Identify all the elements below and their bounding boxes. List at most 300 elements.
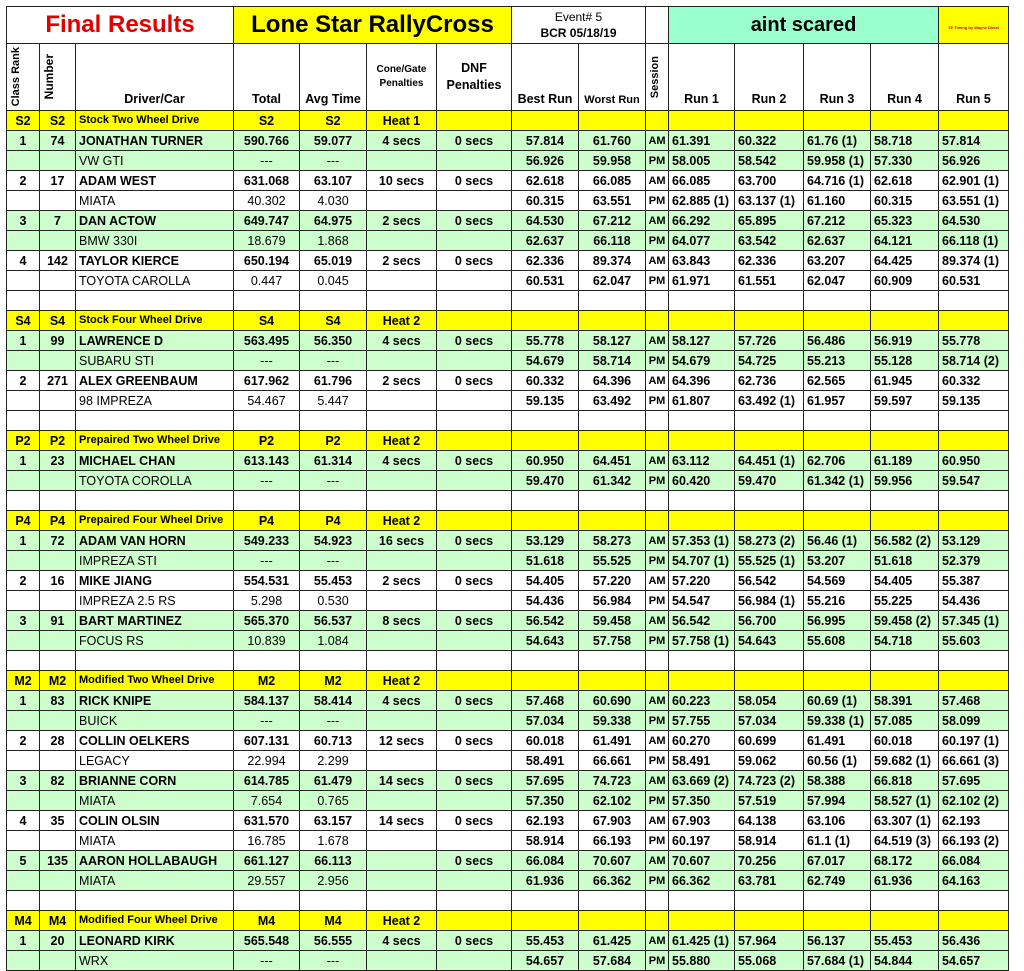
gap-total: 5.298 [234,591,300,611]
class-rank: 2 [7,731,40,751]
driver-name: LAWRENCE D [76,331,234,351]
car-name: MIATA [76,791,234,811]
run-4: 56.582 (2) [871,531,939,551]
gap-total: 29.557 [234,871,300,891]
blank-cell [804,911,871,931]
class-rank: 1 [7,331,40,351]
blank-cell [40,291,76,311]
blank-cell [646,431,669,451]
blank-cell [871,651,939,671]
gap-avg: --- [300,151,367,171]
gap-total: 22.994 [234,751,300,771]
class-rank: 4 [7,811,40,831]
col-run1: Run 1 [669,44,735,111]
blank-cell [871,111,939,131]
blank-cell [40,491,76,511]
worst-run: 63.492 [579,391,646,411]
worst-run: 59.958 [579,151,646,171]
best-run: 59.470 [512,471,579,491]
blank-cell [735,651,804,671]
best-run: 57.468 [512,691,579,711]
car-number: 23 [40,451,76,471]
run-5: 63.551 (1) [939,191,1009,211]
run-2: 70.256 [735,851,804,871]
blank-cell [735,891,804,911]
blank-cell [804,311,871,331]
best-run: 62.637 [512,231,579,251]
run-3: 63.106 [804,811,871,831]
run-1: 61.807 [669,391,735,411]
run-5: 62.102 (2) [939,791,1009,811]
run-1: 57.758 (1) [669,631,735,651]
run-4: 68.172 [871,851,939,871]
blank-cell [646,111,669,131]
gap-total: 40.302 [234,191,300,211]
table-row [7,191,1009,211]
run-1: 66.085 [669,171,735,191]
run-2: 56.700 [735,611,804,631]
blank-cell [939,291,1009,311]
car-name: IMPREZA STI [76,551,234,571]
session-label: PM [646,551,669,571]
run-3: 55.213 [804,351,871,371]
run-4: 63.307 (1) [871,811,939,831]
blank-cell [437,191,512,211]
class-name: Stock Two Wheel Drive [76,111,234,131]
gap-avg: 4.030 [300,191,367,211]
run-3: 57.994 [804,791,871,811]
blank-cell [579,311,646,331]
best-run: 55.778 [512,331,579,351]
dnf-penalties: 0 secs [437,611,512,631]
blank-cell [367,891,437,911]
gap-total: 16.785 [234,831,300,851]
blank-cell [300,491,367,511]
cone-gate-penalties: 2 secs [367,251,437,271]
blank-cell [300,891,367,911]
table-row [7,631,1009,651]
driver-name: RICK KNIPE [76,691,234,711]
blank-cell [512,431,579,451]
dnf-penalties: 0 secs [437,571,512,591]
table-row [7,771,1009,791]
total-time: 614.785 [234,771,300,791]
blank-cell [579,491,646,511]
best-run: 58.491 [512,751,579,771]
blank-cell [646,491,669,511]
run-1: 70.607 [669,851,735,871]
run-1: 67.903 [669,811,735,831]
run-2: 55.525 (1) [735,551,804,571]
title-row [7,7,1009,44]
best-run: 56.542 [512,611,579,631]
table-row [7,131,1009,151]
blank-cell [40,791,76,811]
class-code: P2 [300,431,367,451]
blank-cell [804,111,871,131]
blank-cell [669,311,735,331]
worst-run: 59.458 [579,611,646,631]
car-number: 20 [40,931,76,951]
blank-cell [579,511,646,531]
table-row [7,271,1009,291]
blank-cell [234,651,300,671]
class-code: M2 [40,671,76,691]
blank-cell [646,411,669,431]
table-row [7,931,1009,951]
blank-cell [437,231,512,251]
blank-cell [437,951,512,971]
class-code: P4 [300,511,367,531]
session-label: PM [646,151,669,171]
run-3: 56.995 [804,611,871,631]
run-4: 60.909 [871,271,939,291]
class-rank: 3 [7,611,40,631]
blank-cell [300,291,367,311]
blank-cell [939,511,1009,531]
blank-cell [735,111,804,131]
col-run2: Run 2 [735,44,804,111]
class-name: Modified Two Wheel Drive [76,671,234,691]
best-run: 54.679 [512,351,579,371]
blank-cell [234,891,300,911]
best-run: 60.018 [512,731,579,751]
table-row [7,811,1009,831]
cone-gate-penalties [367,851,437,871]
table-row [7,531,1009,551]
run-5: 57.814 [939,131,1009,151]
blank-cell [646,7,669,44]
blank-cell [735,491,804,511]
col-run5: Run 5 [939,44,1009,111]
worst-run: 62.102 [579,791,646,811]
heat-label: Heat 2 [367,511,437,531]
run-2: 58.542 [735,151,804,171]
blank-cell [367,471,437,491]
table-row [7,451,1009,471]
blank-cell [40,591,76,611]
blank-cell [7,891,40,911]
run-5: 55.603 [939,631,1009,651]
col-class-rank: Class Rank [7,44,40,111]
blank-cell [669,491,735,511]
class-code: S2 [234,111,300,131]
class-header-row [7,311,1009,331]
blank-cell [437,631,512,651]
run-3: 56.486 [804,331,871,351]
run-5: 57.695 [939,771,1009,791]
blank-cell [646,291,669,311]
blank-cell [804,291,871,311]
car-name: TOYOTA COROLLA [76,471,234,491]
table-row [7,351,1009,371]
best-run: 51.618 [512,551,579,571]
avg-time: 58.414 [300,691,367,711]
run-4: 59.458 (2) [871,611,939,631]
run-2: 55.068 [735,951,804,971]
blank-cell [871,411,939,431]
run-3: 54.569 [804,571,871,591]
blank-cell [7,551,40,571]
run-1: 57.755 [669,711,735,731]
worst-run: 55.525 [579,551,646,571]
cone-gate-penalties: 14 secs [367,771,437,791]
run-2: 57.726 [735,331,804,351]
blank-cell [735,291,804,311]
total-time: 549.233 [234,531,300,551]
car-number: 99 [40,331,76,351]
run-3: 55.216 [804,591,871,611]
cone-gate-penalties: 2 secs [367,571,437,591]
col-cone-gate: Cone/Gate Penalties [367,44,437,111]
worst-run: 89.374 [579,251,646,271]
run-5: 59.135 [939,391,1009,411]
blank-cell [871,671,939,691]
event-number: Event# 5 [554,9,603,24]
blank-cell [40,551,76,571]
blank-cell [40,191,76,211]
class-code: M4 [40,911,76,931]
worst-run: 57.684 [579,951,646,971]
run-4: 58.718 [871,131,939,151]
gap-avg: 1.084 [300,631,367,651]
run-2: 61.551 [735,271,804,291]
run-5: 62.193 [939,811,1009,831]
col-driver-car: Driver/Car [76,44,234,111]
blank-cell [300,651,367,671]
run-4: 61.936 [871,871,939,891]
blank-cell [512,491,579,511]
best-run: 54.643 [512,631,579,651]
run-3: 62.637 [804,231,871,251]
avg-time: 61.796 [300,371,367,391]
run-4: 61.945 [871,371,939,391]
class-code: P4 [40,511,76,531]
table-row [7,471,1009,491]
blank-cell [40,831,76,851]
run-2: 62.736 [735,371,804,391]
total-time: 631.570 [234,811,300,831]
col-total: Total [234,44,300,111]
cone-gate-penalties: 16 secs [367,531,437,551]
table-row [7,831,1009,851]
best-run: 54.436 [512,591,579,611]
blank-cell [735,671,804,691]
worst-run: 61.342 [579,471,646,491]
cone-gate-penalties: 4 secs [367,331,437,351]
driver-name: MICHAEL CHAN [76,451,234,471]
session-label: PM [646,191,669,211]
car-name: SUBARU STI [76,351,234,371]
run-5: 89.374 (1) [939,251,1009,271]
session-label: AM [646,851,669,871]
best-run: 57.695 [512,771,579,791]
run-5: 58.714 (2) [939,351,1009,371]
run-4: 57.330 [871,151,939,171]
run-5: 64.530 [939,211,1009,231]
run-2: 58.054 [735,691,804,711]
blank-cell [804,651,871,671]
blank-cell [367,751,437,771]
worst-run: 66.661 [579,751,646,771]
class-rank: 1 [7,131,40,151]
blank-cell [871,291,939,311]
run-5: 53.129 [939,531,1009,551]
worst-run: 60.690 [579,691,646,711]
gap-avg: 2.956 [300,871,367,891]
car-number: 16 [40,571,76,591]
blank-cell [40,231,76,251]
run-1: 58.005 [669,151,735,171]
run-5: 62.901 (1) [939,171,1009,191]
total-time: 554.531 [234,571,300,591]
blank-cell [367,711,437,731]
table-row [7,851,1009,871]
blank-cell [40,751,76,771]
blank-cell [646,671,669,691]
run-4: 58.527 (1) [871,791,939,811]
worst-run: 64.451 [579,451,646,471]
run-3: 61.957 [804,391,871,411]
avg-time: 66.113 [300,851,367,871]
blank-cell [7,491,40,511]
car-number: 135 [40,851,76,871]
run-2: 63.137 (1) [735,191,804,211]
session-label: AM [646,211,669,231]
blank-cell [7,351,40,371]
best-run: 66.084 [512,851,579,871]
avg-time: 55.453 [300,571,367,591]
blank-cell [735,411,804,431]
table-row [7,791,1009,811]
gap-avg: 1.678 [300,831,367,851]
class-code: P2 [40,431,76,451]
worst-run: 67.212 [579,211,646,231]
worst-run: 61.760 [579,131,646,151]
driver-name: COLLIN OELKERS [76,731,234,751]
spacer-row [7,491,1009,511]
dnf-penalties: 0 secs [437,851,512,871]
session-label: PM [646,631,669,651]
avg-time: 56.350 [300,331,367,351]
session-label: AM [646,451,669,471]
blank-cell [579,891,646,911]
session-label: PM [646,471,669,491]
blank-cell [367,491,437,511]
session-label: AM [646,331,669,351]
blank-cell [367,391,437,411]
class-code: P4 [7,511,40,531]
car-name: VW GTI [76,151,234,171]
driver-name: MIKE JIANG [76,571,234,591]
blank-cell [512,291,579,311]
run-2: 56.984 (1) [735,591,804,611]
run-3: 62.565 [804,371,871,391]
worst-run: 66.085 [579,171,646,191]
table-row [7,711,1009,731]
car-number: 35 [40,811,76,831]
worst-run: 61.491 [579,731,646,751]
col-worst-run: Worst Run [579,44,646,111]
worst-run: 67.903 [579,811,646,831]
session-label: AM [646,171,669,191]
blank-cell [437,591,512,611]
class-rank: 5 [7,851,40,871]
blank-cell [40,651,76,671]
blank-cell [437,111,512,131]
class-name: Prepaired Two Wheel Drive [76,431,234,451]
run-2: 62.336 [735,251,804,271]
class-code: M4 [7,911,40,931]
class-code: M4 [300,911,367,931]
table-row [7,331,1009,351]
run-4: 57.085 [871,711,939,731]
blank-cell [367,631,437,651]
session-label: PM [646,751,669,771]
blank-cell [437,151,512,171]
run-3: 57.684 (1) [804,951,871,971]
gap-avg: 1.868 [300,231,367,251]
run-1: 63.669 (2) [669,771,735,791]
run-4: 55.453 [871,931,939,951]
car-name: MIATA [76,191,234,211]
blank-cell [7,871,40,891]
session-label: AM [646,691,669,711]
run-2: 60.322 [735,131,804,151]
run-4: 64.425 [871,251,939,271]
total-time: 617.962 [234,371,300,391]
run-5: 66.193 (2) [939,831,1009,851]
class-name: Stock Four Wheel Drive [76,311,234,331]
car-name: 98 IMPREZA [76,391,234,411]
gap-total: --- [234,951,300,971]
car-number: 82 [40,771,76,791]
session-label: AM [646,571,669,591]
blank-cell [367,271,437,291]
gap-total: 7.654 [234,791,300,811]
run-5: 60.950 [939,451,1009,471]
blank-cell [76,891,234,911]
blank-cell [76,491,234,511]
gap-avg: 0.765 [300,791,367,811]
best-run: 54.405 [512,571,579,591]
blank-cell [871,511,939,531]
session-label: PM [646,271,669,291]
spacer-row [7,291,1009,311]
blank-cell [939,891,1009,911]
run-5: 60.197 (1) [939,731,1009,751]
blank-cell [367,351,437,371]
column-header-row [7,44,1009,111]
heat-label: Heat 2 [367,311,437,331]
blank-cell [512,311,579,331]
driver-name: COLIN OLSIN [76,811,234,831]
blank-cell [437,831,512,851]
avg-time: 61.479 [300,771,367,791]
session-label: PM [646,871,669,891]
blank-cell [512,111,579,131]
run-4: 61.189 [871,451,939,471]
run-4: 54.405 [871,571,939,591]
best-run: 56.926 [512,151,579,171]
results-table [6,6,1009,971]
dnf-penalties: 0 secs [437,371,512,391]
table-row [7,731,1009,751]
blank-cell [669,111,735,131]
blank-cell [367,591,437,611]
worst-run: 66.118 [579,231,646,251]
run-2: 54.725 [735,351,804,371]
